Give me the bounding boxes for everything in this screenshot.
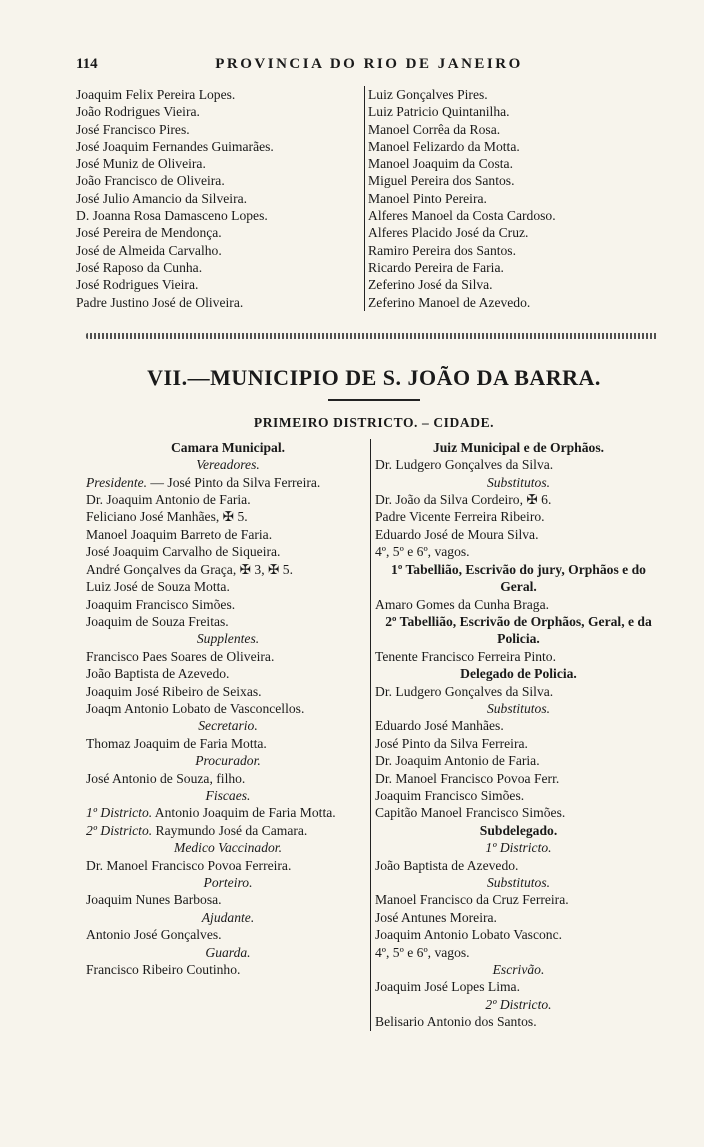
list-item: José Joaquim Fernandes Guimarães. [76,138,274,154]
list-item: Joaquim Felix Pereira Lopes. [76,87,236,102]
district-label: 2º Districto. [86,822,153,838]
list-item: Padre Vicente Ferreira Ribeiro. [375,509,545,525]
list-item: Dr. Joaquim Antonio de Faria. [86,492,251,508]
continued-name-list [76,86,672,311]
list-item: José de Almeida Carvalho. [76,242,222,258]
list-item: Manoel Corrêa da Rosa. [368,121,501,137]
list-item: Antonio José Gonçalves. [86,927,222,943]
subheading: Medico Vaccinador. [174,840,282,856]
list-item: Joaquim José Lopes Lima. [375,979,520,995]
list-item: Manoel Felizardo da Motta. [368,138,520,154]
heading-delegado: Delegado de Policia. [460,666,577,682]
list-item: Tenente Francisco Ferreira Pinto. [375,648,556,664]
entry-name: Raymundo José da Camara. [152,822,308,838]
list-item: Francisco Paes Soares de Oliveira. [86,648,275,664]
list-item: Eduardo José de Moura Silva. [375,526,539,542]
list-item: 4º, 5º e 6º, vagos. [375,544,470,560]
entry-fiscal-2 [86,822,370,839]
list-item: Feliciano José Manhães, ✠ 5. [86,509,248,525]
continued-list-right [364,86,658,311]
subheading: Escrivão. [492,962,545,978]
list-item: D. Joanna Rosa Damasceno Lopes. [76,208,268,224]
list-item: Belisario Antonio dos Santos. [375,1014,537,1030]
list-item: José Antonio de Souza, filho. [86,770,246,786]
list-item: Manoel Pinto Pereira. [368,190,487,206]
list-item: José Rodrigues Vieira. [76,277,199,293]
list-item: Padre Justino José de Oliveira. [76,294,244,310]
list-item: 4º, 5º e 6º, vagos. [375,944,470,960]
list-item: Joaquim de Souza Freitas. [86,613,229,629]
heading-tabelliao-2: 2º Tabellião, Escrivão de Orphãos, Geral, e da Policia. [385,613,652,647]
subheading: 1º Districto. [485,840,552,856]
heading-tabelliao-1: 1º Tabellião, Escrivão do jury, Orphãos e do Geral. [391,561,646,595]
entry-fiscal-1 [86,804,370,821]
subheading: Fiscaes. [205,787,251,803]
right-column [370,439,662,1031]
list-item: Dr. Manoel Francisco Povoa Ferr. [375,770,560,786]
list-item: José Raposo da Cunha. [76,259,203,275]
list-item: Dr. Ludgero Gonçalves da Silva. [375,457,554,473]
subheading: Supplentes. [196,631,260,647]
list-item: Dr. Manoel Francisco Povoa Ferreira. [86,857,292,873]
subheading: Guarda. [205,944,251,960]
left-column [76,439,370,1031]
list-item: Manoel Francisco da Cruz Ferreira. [375,892,569,908]
list-item: Francisco Ribeiro Coutinho. [86,962,241,978]
list-item: Thomaz Joaquim de Faria Motta. [86,735,267,751]
subheading: Substitutos. [486,700,551,716]
list-item: Luiz José de Souza Motta. [86,579,230,595]
list-item: José Muniz de Oliveira. [76,156,206,172]
section-title: VII.—MUNICIPIO DE S. JOÃO DA BARRA. [147,364,601,390]
list-item: Dr. Ludgero Gonçalves da Silva. [375,683,554,699]
subheading: Ajudante. [201,909,255,925]
list-item: Ramiro Pereira dos Santos. [368,242,516,258]
list-item: Joaquim Antonio Lobato Vasconc. [375,927,563,943]
entry-name: Antonio Joaquim de Faria Motta. [152,805,336,821]
subheading: Porteiro. [203,875,253,891]
list-item: Dr. Joaquim Antonio de Faria. [375,753,540,769]
list-item: Alferes Manoel da Costa Cardoso. [368,208,556,224]
list-item: Ricardo Pereira de Faria. [368,259,504,275]
list-item: João Baptista de Azevedo. [375,857,519,873]
subheading: 2º Districto. [485,996,552,1012]
page-number: 114 [76,56,98,72]
continued-list-left [76,86,364,311]
list-item: Joaquim Francisco Simões. [375,787,525,803]
heading-subdelegado: Subdelegado. [479,822,558,838]
list-item: João Rodrigues Vieira. [76,104,200,120]
book-page [76,56,672,1031]
list-item: Joaquim José Ribeiro de Seixas. [86,683,262,699]
list-item: Manoel Joaquim da Costa. [368,156,513,172]
list-item: José Pereira de Mendonça. [76,225,222,241]
list-item: José Antunes Moreira. [375,909,497,925]
list-item: José Joaquim Carvalho de Siqueira. [86,544,281,560]
list-item: Alferes Placido José da Cruz. [368,225,529,241]
page-header [76,56,672,86]
list-item: Manoel Joaquim Barreto de Faria. [86,526,273,542]
entry-presidente [86,474,370,491]
list-item: José Julio Amancio da Silveira. [76,190,248,206]
subheading: Substitutos. [486,875,551,891]
list-item: Capitão Manoel Francisco Simões. [375,805,566,821]
subheading: Procurador. [195,753,261,769]
ornamental-divider [86,333,658,339]
list-item: João Baptista de Azevedo. [86,666,230,682]
list-item: André Gonçalves da Graça, ✠ 3, ✠ 5. [86,561,293,577]
list-item: Eduardo José Manhães. [375,718,504,734]
heading-juiz: Juiz Municipal e de Orphãos. [432,439,605,455]
list-item: Joaquim Nunes Barbosa. [86,892,222,908]
entry-name: — José Pinto da Silva Ferreira. [147,474,321,490]
directory-columns [76,439,672,1031]
list-item: Miguel Pereira dos Santos. [368,173,515,189]
list-item: Zeferino José da Silva. [368,277,493,293]
subheading: Secretario. [198,718,258,734]
subheading: Vereadores. [196,457,260,473]
district-heading: PRIMEIRO DISTRICTO. – CIDADE. [253,414,495,430]
running-title: PROVINCIA DO RIO DE JANEIRO [215,56,523,72]
list-item: Dr. João da Silva Cordeiro, ✠ 6. [375,492,552,508]
list-item: Zeferino Manoel de Azevedo. [368,294,531,310]
list-item: Luiz Patricio Quintanilha. [368,104,510,120]
list-item: José Francisco Pires. [76,121,190,137]
list-item: Luiz Gonçalves Pires. [368,87,488,102]
heading-camara: Camara Municipal. [170,439,286,455]
list-item: José Pinto da Silva Ferreira. [375,735,528,751]
list-item: João Francisco de Oliveira. [76,173,225,189]
subheading: Substitutos. [486,474,551,490]
list-item: Joaqm Antonio Lobato de Vasconcellos. [86,700,305,716]
list-item: Amaro Gomes da Cunha Braga. [375,596,550,612]
district-label: 1º Districto. [86,805,153,821]
list-item: Joaquim Francisco Simões. [86,596,236,612]
title-rule [328,399,420,401]
role-label: Presidente. [86,474,148,490]
